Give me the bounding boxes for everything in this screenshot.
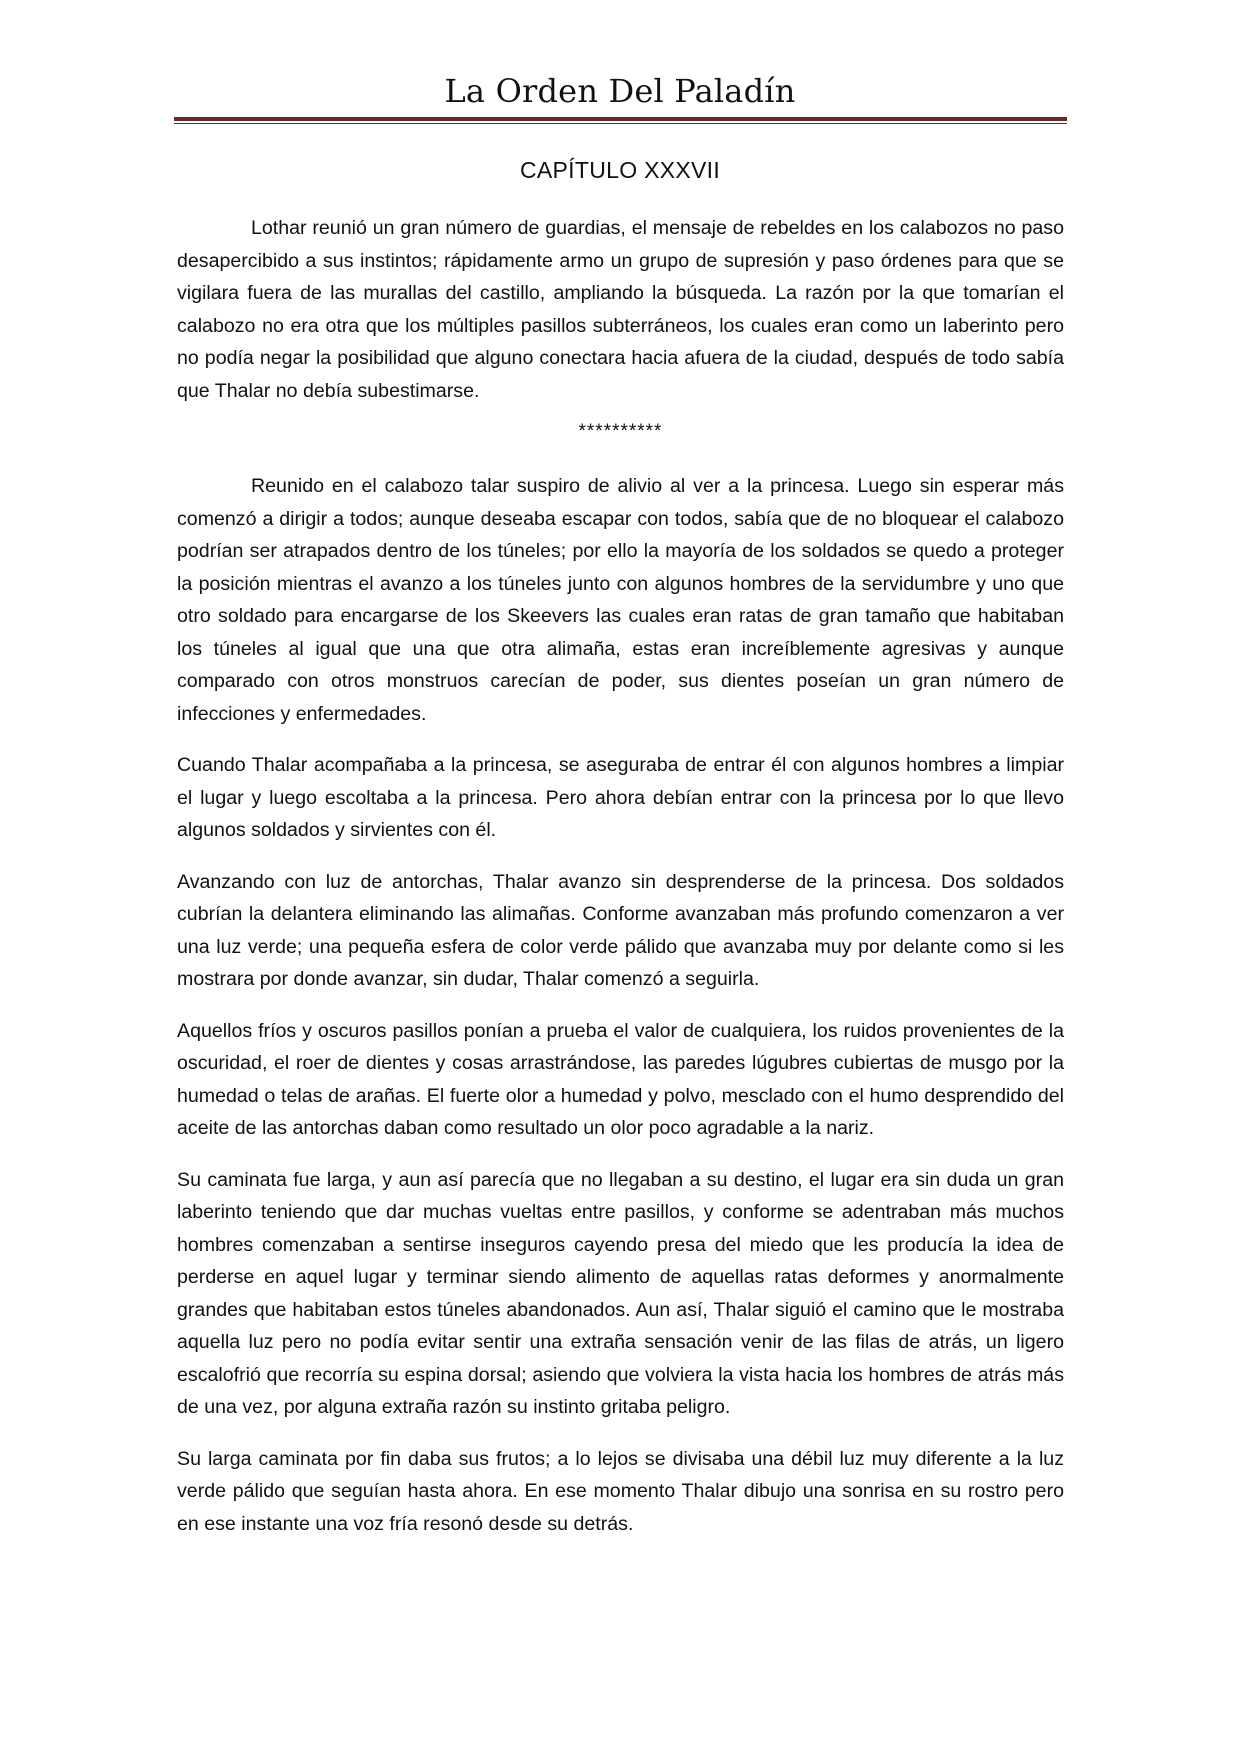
paragraph-6: Su caminata fue larga, y aun así parecía que no llegaban a su destino, el lugar era sin duda un gran laberinto teniendo que dar muchas vueltas entre pasillos, y conforme se adentraban más muchos hombres comenzaban a sentirse inseguros cayendo presa del miedo que les producía la idea de perderse en aquel lugar y terminar siendo alimento de aquellas ratas deformes y anormalmente grandes que habitaban estos túneles abandonados. Aun así, Thalar siguió el camino que le mostraba aquella luz pero no podía evitar sentir una extraña sensación venir de las filas de atrás, un ligero escalofrió que recorría su espina dorsal; asiendo que volviera la vista hacia los hombres de atrás más de una vez, por alguna extraña razón su instinto gritaba peligro. [177, 1168, 1064, 1418]
book-title: La Orden Del Paladín [444, 72, 796, 110]
paragraph-7: Su larga caminata por fin daba sus frutos; a lo lejos se divisaba una débil luz muy diferente a la luz verde pálido que seguían hasta ahora. En ese momento Thalar dibujo una sonrisa en su rostro pero en ese instante una voz fría resonó desde su detrás. [177, 1447, 1064, 1535]
chapter-body [177, 212, 1064, 1540]
paragraph-3: Cuando Thalar acompañaba a la princesa, se aseguraba de entrar él con algunos hombres a limpiar el lugar y luego escoltaba a la princesa. Pero ahora debían entrar con la princesa por lo que llevo algunos soldados y sirvientes con él. [177, 754, 1064, 841]
paragraph-5: Aquellos fríos y oscuros pasillos ponían a prueba el valor de cualquiera, los ruidos provenientes de la oscuridad, el roer de dientes y cosas arrastrándose, las paredes lúgubres cubiertas de musgo por la humedad o telas de arañas. El fuerte olor a humedad y polvo, mesclado con el humo desprendido del aceite de las antorchas daban como resultado un olor poco agradable a la nariz. [177, 1019, 1064, 1139]
paragraph-1: Lothar reunió un gran número de guardias, el mensaje de rebeldes en los calabozos no paso desapercibido a sus instintos; rápidamente armo un grupo de supresión y paso órdenes para que se vigilara fuera de las murallas del castillo, ampliando la búsqueda. La razón por la que tomarían el calabozo no era otra que los múltiples pasillos subterráneos, los cuales eran como un laberinto pero no podía negar la posibilidad que alguno conectara hacia afuera de la ciudad, después de todo sabía que Thalar no debía subestimarse. [177, 217, 1064, 402]
paragraph-4: Avanzando con luz de antorchas, Thalar avanzo sin desprenderse de la princesa. Dos soldados cubrían la delantera eliminando las alimañas. Conforme avanzaban más profundo comenzaron a ver una luz verde; una pequeña esfera de color verde pálido que avanzaba muy por delante como si les mostrara por donde avanzar, sin dudar, Thalar comenzó a seguirla. [177, 870, 1064, 990]
section-separator: ********** [578, 421, 663, 442]
chapter-title: CAPÍTULO XXXVII [519, 157, 721, 183]
header-rule-thin [174, 123, 1067, 124]
paragraph-2: Reunido en el calabozo talar suspiro de alivio al ver a la princesa. Luego sin esperar más comenzó a dirigir a todos; aunque deseaba escapar con todos, sabía que de no bloquear el calabozo podrían ser atrapados dentro de los túneles; por ello la mayoría de los soldados se quedo a proteger la posición mientras el avanzo a los túneles junto con algunos hombres de la servidumbre y uno que otro soldado para encargarse de los Skeevers las cuales eran ratas de gran tamaño que habitaban los túneles al igual que una que otra alimaña, estas eran increíblemente agresivas y aunque comparado con otros monstruos carecían de poder, sus dientes poseían un gran número de infecciones y enfermedades. [177, 475, 1064, 725]
header-rule-thick [174, 117, 1067, 121]
